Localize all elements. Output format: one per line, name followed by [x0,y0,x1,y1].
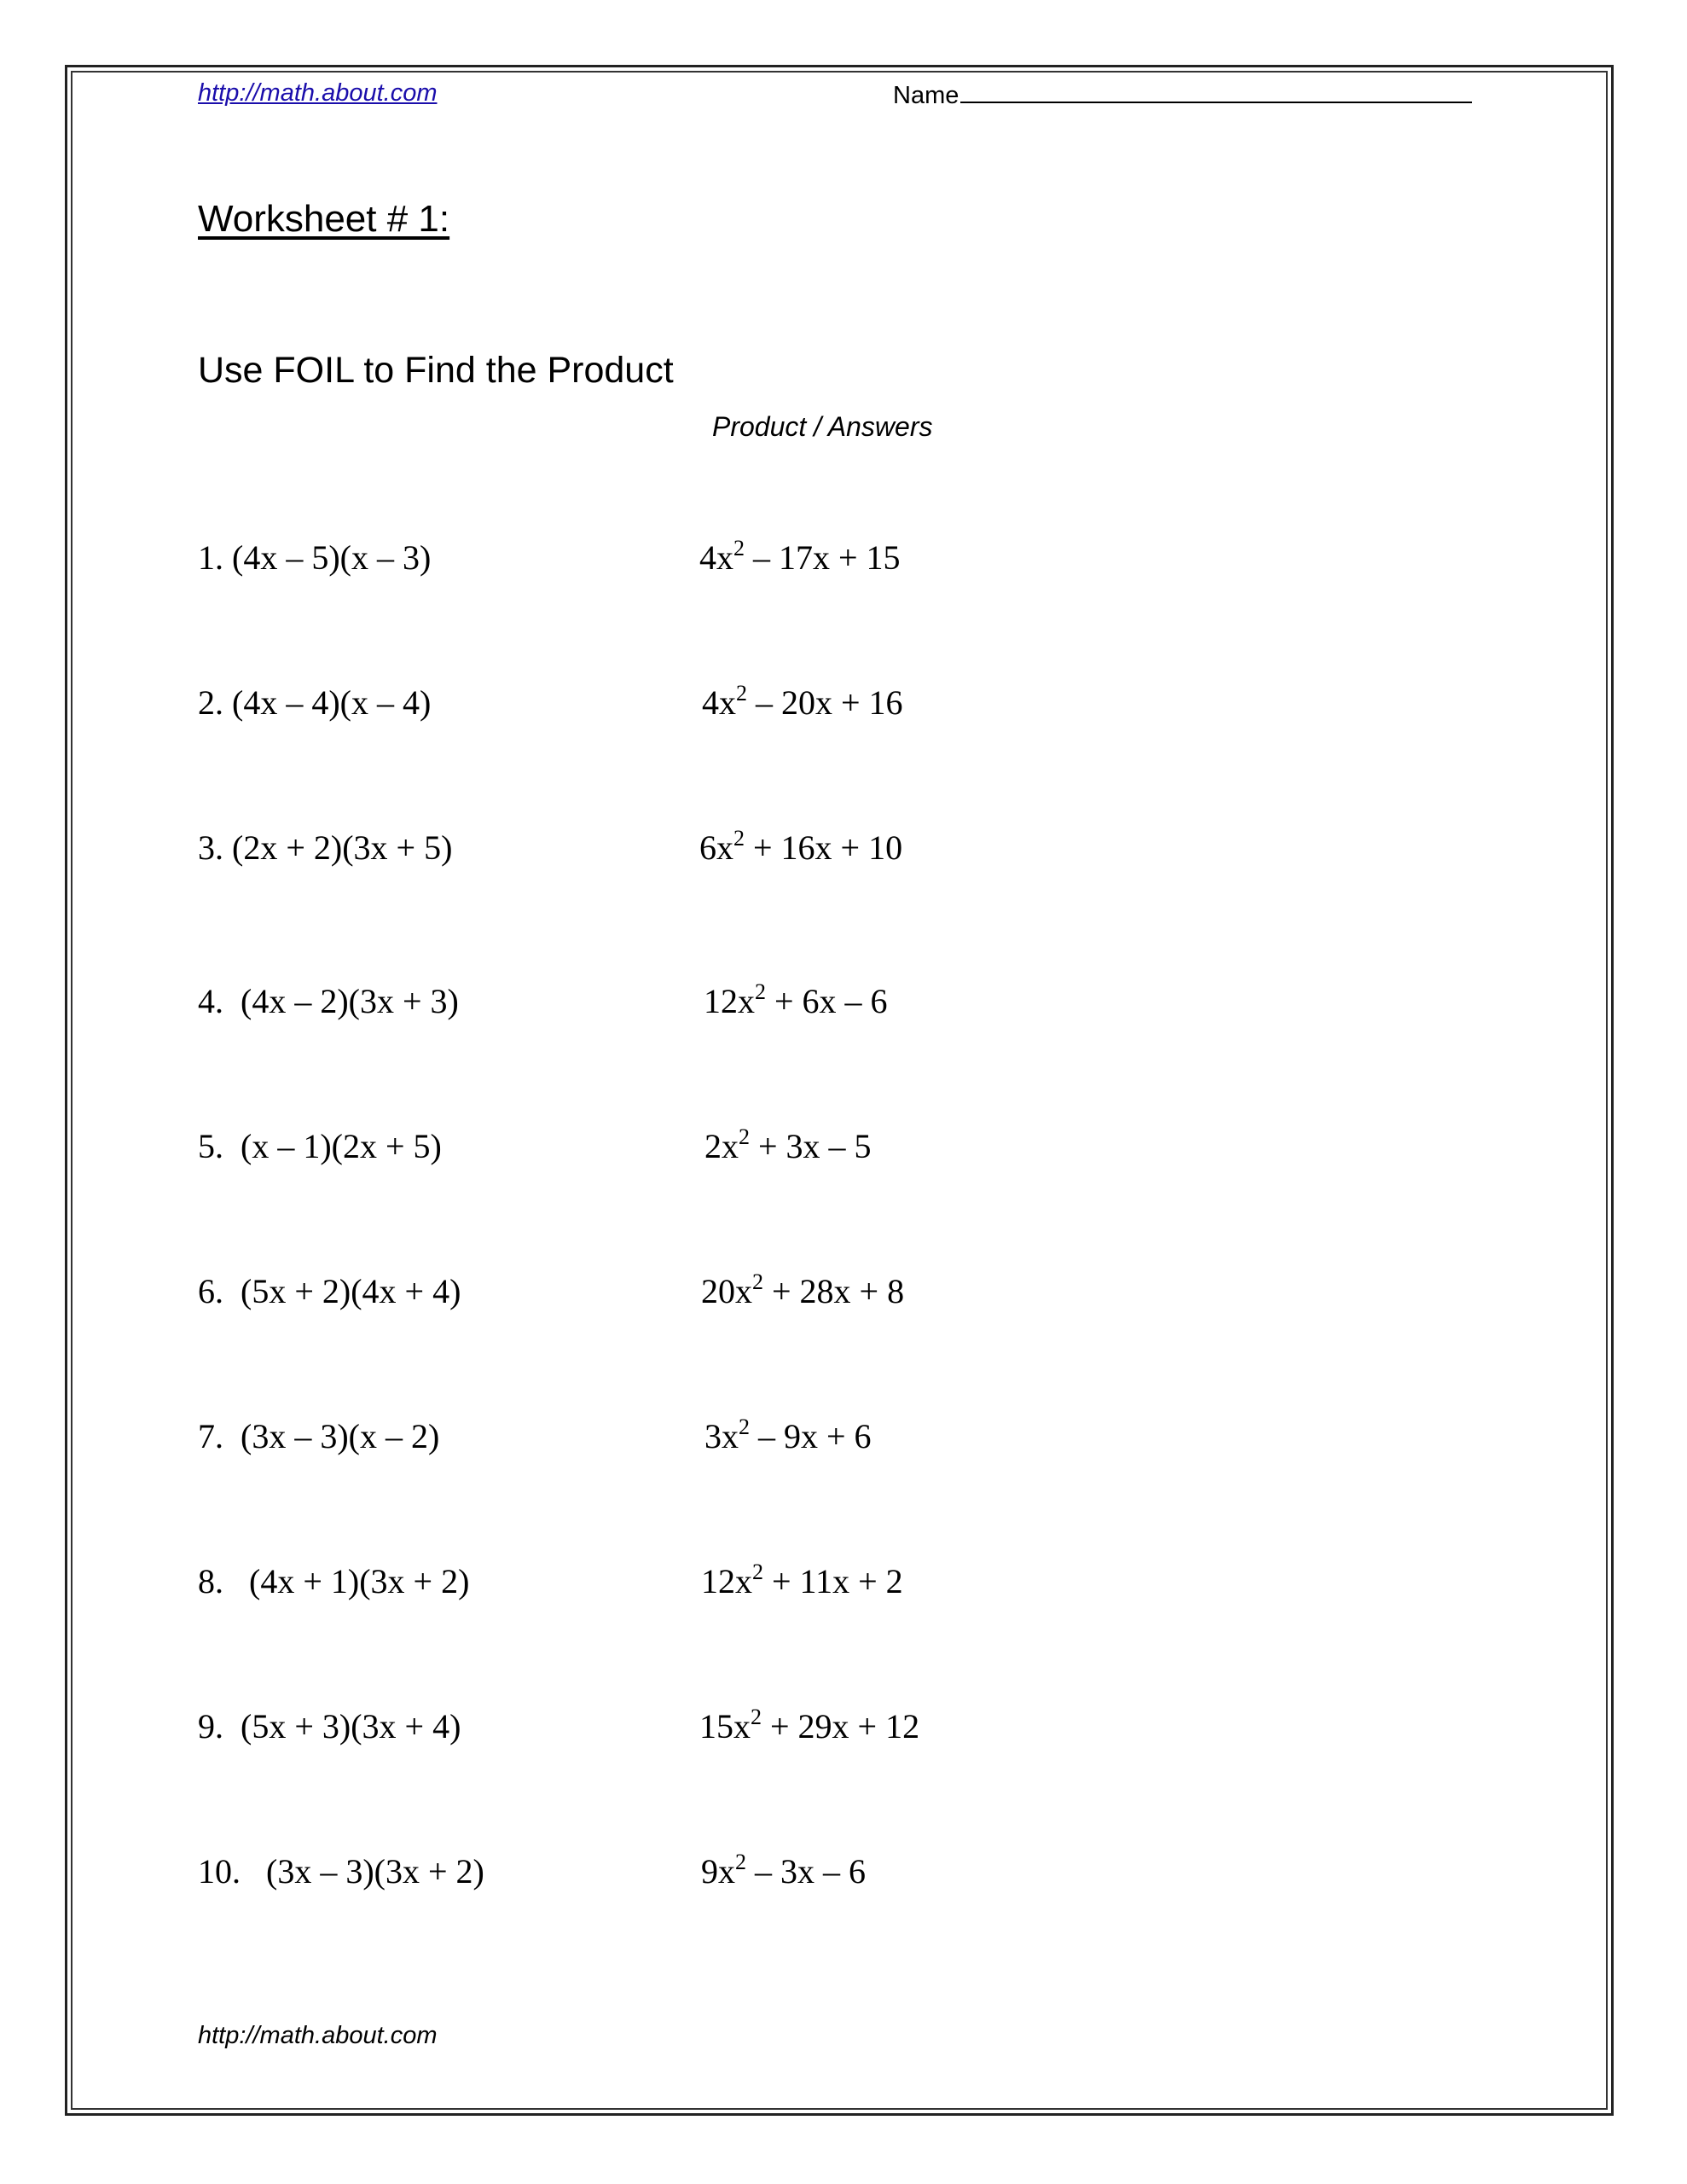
problem-9 [198,1706,461,1746]
footer-url: http://math.about.com [198,2022,438,2049]
problem-number: 6. [198,1272,223,1310]
answer-9 [699,1706,919,1746]
name-label: Name [893,82,959,109]
answer-exponent: 2 [751,1705,762,1729]
problem-expression: (2x + 2)(3x + 5) [232,828,453,867]
answer-lead: 4x [702,683,736,722]
problem-expression: (3x – 3)(x – 2) [241,1417,440,1455]
answer-lead: 4x [699,538,733,577]
problem-number: 3. [198,828,223,867]
answer-tail: + 29x + 12 [762,1707,920,1745]
instructions-heading: Use FOIL to Find the Product [198,350,674,391]
problem-number: 8. [198,1562,223,1600]
answer-6 [701,1271,904,1311]
problem-expression: (x – 1)(2x + 5) [241,1127,442,1165]
problem-expression: (4x – 5)(x – 3) [232,538,432,577]
answer-exponent: 2 [736,681,747,706]
problem-number: 10. [198,1852,241,1891]
problem-expression: (4x + 1)(3x + 2) [249,1562,470,1600]
answer-10 [701,1851,866,1891]
answer-lead: 2x [704,1127,739,1165]
name-field[interactable] [893,79,1472,110]
answer-exponent: 2 [752,1269,763,1294]
answer-lead: 12x [701,1562,752,1600]
problem-number: 2. [198,683,223,722]
problem-expression: (5x + 2)(4x + 4) [241,1272,461,1310]
header-link[interactable]: http://math.about.com [198,79,438,107]
answer-lead: 20x [701,1272,752,1310]
answer-lead: 6x [699,828,733,867]
problem-number: 1. [198,538,223,577]
answer-lead: 3x [704,1417,739,1455]
problem-7 [198,1416,439,1456]
problem-number: 5. [198,1127,223,1165]
answers-column-header: Product / Answers [712,411,933,442]
problem-expression: (4x – 4)(x – 4) [232,683,432,722]
answer-exponent: 2 [733,826,745,851]
problem-8 [198,1561,469,1601]
problem-4 [198,981,459,1021]
answer-7 [704,1416,872,1456]
answer-exponent: 2 [755,979,766,1004]
answer-exponent: 2 [735,1850,746,1874]
answer-tail: – 17x + 15 [745,538,901,577]
answer-3 [699,828,902,868]
problem-3 [198,828,452,868]
problem-2 [198,682,431,723]
answer-tail: + 6x – 6 [766,982,888,1020]
answer-exponent: 2 [739,1414,750,1439]
answer-lead: 9x [701,1852,735,1891]
answer-4 [704,981,888,1021]
answer-tail: – 3x – 6 [746,1852,866,1891]
answer-lead: 12x [704,982,755,1020]
page-title: Worksheet # 1: [198,198,450,240]
answer-tail: + 16x + 10 [745,828,903,867]
answer-1 [699,537,901,578]
answer-tail: – 20x + 16 [747,683,903,722]
name-blank-line[interactable] [960,79,1472,103]
problem-number: 7. [198,1417,223,1455]
answer-tail: + 11x + 2 [763,1562,903,1600]
answer-exponent: 2 [752,1560,763,1584]
answer-exponent: 2 [733,536,745,561]
problem-10 [198,1851,484,1891]
problem-expression: (4x – 2)(3x + 3) [241,982,459,1020]
answer-exponent: 2 [739,1124,750,1149]
problem-number: 4. [198,982,223,1020]
answer-8 [701,1561,903,1601]
problem-6 [198,1271,461,1311]
answer-lead: 15x [699,1707,751,1745]
problem-1 [198,537,431,578]
answer-tail: + 3x – 5 [750,1127,872,1165]
problem-expression: (5x + 3)(3x + 4) [241,1707,461,1745]
answer-5 [704,1126,872,1166]
problem-5 [198,1126,442,1166]
answer-2 [702,682,903,723]
problem-number: 9. [198,1707,223,1745]
answer-tail: + 28x + 8 [763,1272,905,1310]
problem-expression: (3x – 3)(3x + 2) [266,1852,484,1891]
answer-tail: – 9x + 6 [750,1417,872,1455]
